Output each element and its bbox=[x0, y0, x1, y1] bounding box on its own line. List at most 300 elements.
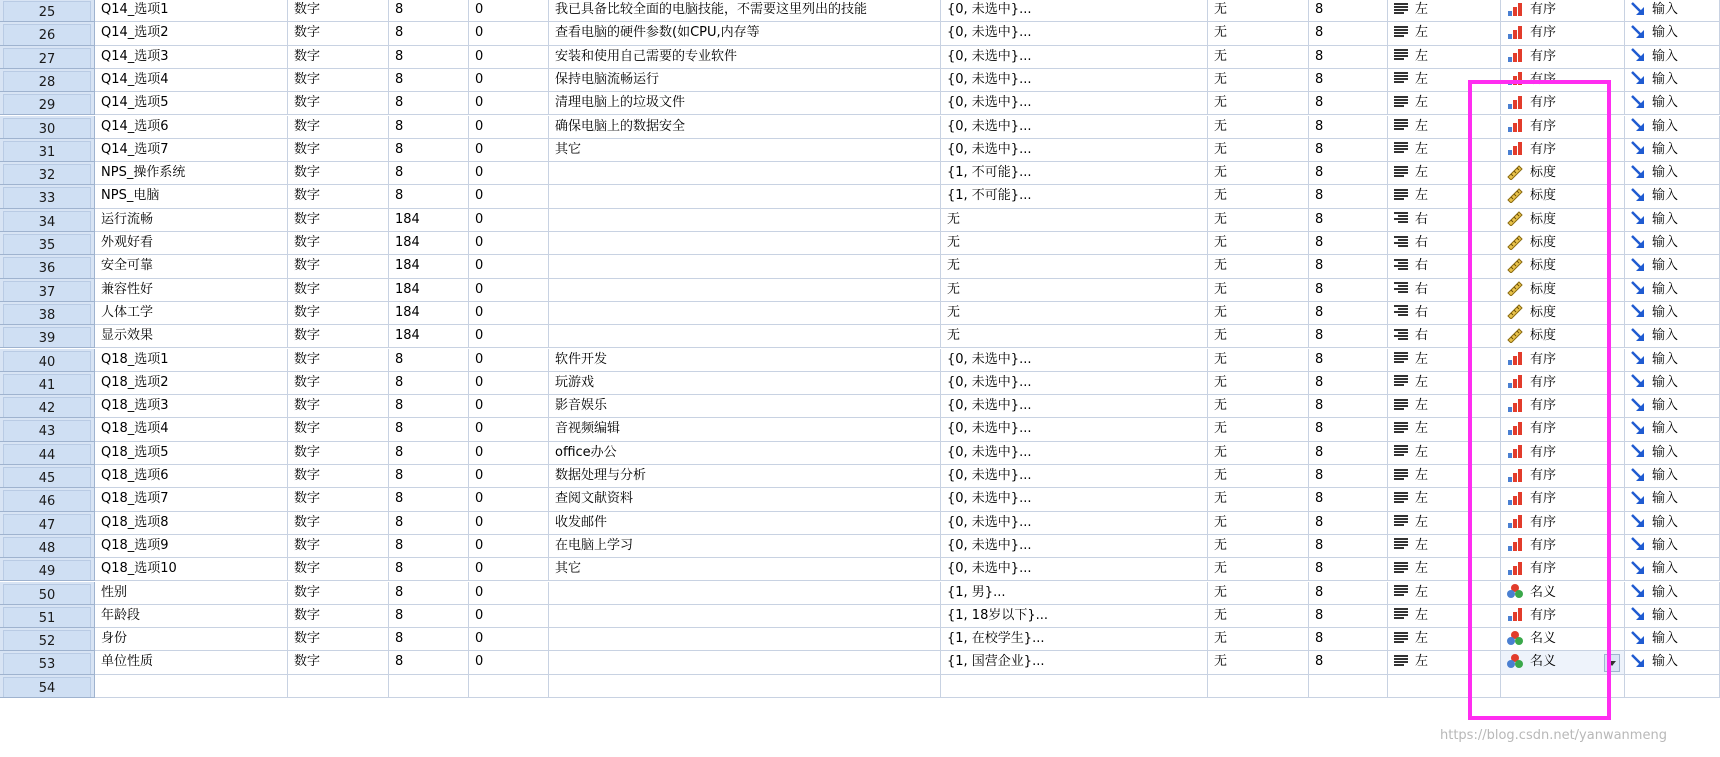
width-cell[interactable] bbox=[389, 325, 469, 348]
role-cell[interactable] bbox=[1625, 605, 1720, 628]
width-cell[interactable] bbox=[389, 46, 469, 69]
align-cell[interactable] bbox=[1388, 372, 1501, 395]
align-cell[interactable] bbox=[1388, 209, 1501, 232]
label-cell[interactable] bbox=[549, 372, 941, 395]
variable-name-cell[interactable] bbox=[95, 628, 288, 651]
variable-name-cell[interactable] bbox=[95, 162, 288, 185]
variable-name-cell[interactable] bbox=[95, 116, 288, 139]
measure-cell[interactable] bbox=[1501, 325, 1625, 348]
measure-cell[interactable] bbox=[1501, 675, 1625, 698]
measure-cell[interactable] bbox=[1501, 628, 1625, 651]
label-cell[interactable] bbox=[549, 22, 941, 45]
decimals-cell[interactable] bbox=[469, 605, 549, 628]
missing-cell[interactable] bbox=[1208, 558, 1309, 581]
decimals-cell[interactable] bbox=[469, 628, 549, 651]
values-cell[interactable] bbox=[941, 162, 1208, 185]
values-cell[interactable] bbox=[941, 209, 1208, 232]
columns-cell[interactable] bbox=[1309, 255, 1388, 278]
columns-cell[interactable] bbox=[1309, 372, 1388, 395]
role-cell[interactable] bbox=[1625, 488, 1720, 511]
row-number-header[interactable] bbox=[0, 675, 95, 698]
label-cell[interactable] bbox=[549, 395, 941, 418]
label-cell[interactable] bbox=[549, 651, 941, 674]
label-cell[interactable] bbox=[549, 488, 941, 511]
measure-cell[interactable] bbox=[1501, 46, 1625, 69]
role-cell[interactable] bbox=[1625, 628, 1720, 651]
role-cell[interactable] bbox=[1625, 558, 1720, 581]
measure-cell[interactable] bbox=[1501, 92, 1625, 115]
measure-cell[interactable] bbox=[1501, 442, 1625, 465]
role-cell[interactable] bbox=[1625, 675, 1720, 698]
columns-cell[interactable] bbox=[1309, 116, 1388, 139]
decimals-cell[interactable] bbox=[469, 22, 549, 45]
row-number-header[interactable] bbox=[0, 418, 95, 441]
decimals-cell[interactable] bbox=[469, 46, 549, 69]
type-cell[interactable] bbox=[288, 92, 389, 115]
width-cell[interactable] bbox=[389, 395, 469, 418]
columns-cell[interactable] bbox=[1309, 535, 1388, 558]
values-cell[interactable] bbox=[941, 279, 1208, 302]
columns-cell[interactable] bbox=[1309, 442, 1388, 465]
align-cell[interactable] bbox=[1388, 255, 1501, 278]
decimals-cell[interactable] bbox=[469, 0, 549, 22]
width-cell[interactable] bbox=[389, 512, 469, 535]
role-cell[interactable] bbox=[1625, 302, 1720, 325]
values-cell[interactable] bbox=[941, 418, 1208, 441]
values-cell[interactable] bbox=[941, 69, 1208, 92]
type-cell[interactable] bbox=[288, 22, 389, 45]
variable-name-cell[interactable] bbox=[95, 558, 288, 581]
values-cell[interactable] bbox=[941, 325, 1208, 348]
label-cell[interactable] bbox=[549, 0, 941, 22]
variable-name-cell[interactable] bbox=[95, 185, 288, 208]
width-cell[interactable] bbox=[389, 232, 469, 255]
decimals-cell[interactable] bbox=[469, 116, 549, 139]
values-cell[interactable] bbox=[941, 488, 1208, 511]
measure-cell[interactable] bbox=[1501, 0, 1625, 22]
variable-name-cell[interactable] bbox=[95, 279, 288, 302]
variable-name-cell[interactable] bbox=[95, 442, 288, 465]
row-number-header[interactable] bbox=[0, 116, 95, 139]
label-cell[interactable] bbox=[549, 512, 941, 535]
values-cell[interactable] bbox=[941, 605, 1208, 628]
columns-cell[interactable] bbox=[1309, 325, 1388, 348]
align-cell[interactable] bbox=[1388, 488, 1501, 511]
variable-name-cell[interactable] bbox=[95, 139, 288, 162]
columns-cell[interactable] bbox=[1309, 628, 1388, 651]
missing-cell[interactable] bbox=[1208, 442, 1309, 465]
missing-cell[interactable] bbox=[1208, 255, 1309, 278]
variable-name-cell[interactable] bbox=[95, 92, 288, 115]
decimals-cell[interactable] bbox=[469, 279, 549, 302]
measure-cell[interactable] bbox=[1501, 279, 1625, 302]
row-number-header[interactable] bbox=[0, 372, 95, 395]
role-cell[interactable] bbox=[1625, 465, 1720, 488]
variable-name-cell[interactable] bbox=[95, 395, 288, 418]
values-cell[interactable] bbox=[941, 372, 1208, 395]
align-cell[interactable] bbox=[1388, 442, 1501, 465]
align-cell[interactable] bbox=[1388, 185, 1501, 208]
role-cell[interactable] bbox=[1625, 325, 1720, 348]
missing-cell[interactable] bbox=[1208, 22, 1309, 45]
values-cell[interactable] bbox=[941, 465, 1208, 488]
align-cell[interactable] bbox=[1388, 675, 1501, 698]
measure-cell[interactable] bbox=[1501, 116, 1625, 139]
type-cell[interactable] bbox=[288, 69, 389, 92]
label-cell[interactable] bbox=[549, 628, 941, 651]
align-cell[interactable] bbox=[1388, 92, 1501, 115]
width-cell[interactable] bbox=[389, 651, 469, 674]
type-cell[interactable] bbox=[288, 209, 389, 232]
variable-name-cell[interactable] bbox=[95, 46, 288, 69]
columns-cell[interactable] bbox=[1309, 395, 1388, 418]
decimals-cell[interactable] bbox=[469, 558, 549, 581]
width-cell[interactable] bbox=[389, 628, 469, 651]
variable-name-cell[interactable] bbox=[95, 209, 288, 232]
columns-cell[interactable] bbox=[1309, 46, 1388, 69]
type-cell[interactable] bbox=[288, 558, 389, 581]
width-cell[interactable] bbox=[389, 302, 469, 325]
label-cell[interactable] bbox=[549, 675, 941, 698]
align-cell[interactable] bbox=[1388, 0, 1501, 22]
variable-name-cell[interactable] bbox=[95, 302, 288, 325]
label-cell[interactable] bbox=[549, 279, 941, 302]
missing-cell[interactable] bbox=[1208, 139, 1309, 162]
type-cell[interactable] bbox=[288, 0, 389, 22]
missing-cell[interactable] bbox=[1208, 372, 1309, 395]
type-cell[interactable] bbox=[288, 255, 389, 278]
row-number-header[interactable] bbox=[0, 349, 95, 372]
missing-cell[interactable] bbox=[1208, 465, 1309, 488]
align-cell[interactable] bbox=[1388, 139, 1501, 162]
columns-cell[interactable] bbox=[1309, 582, 1388, 605]
measure-cell[interactable] bbox=[1501, 395, 1625, 418]
type-cell[interactable] bbox=[288, 279, 389, 302]
width-cell[interactable] bbox=[389, 209, 469, 232]
variable-name-cell[interactable] bbox=[95, 69, 288, 92]
role-cell[interactable] bbox=[1625, 582, 1720, 605]
width-cell[interactable] bbox=[389, 69, 469, 92]
role-cell[interactable] bbox=[1625, 162, 1720, 185]
row-number-header[interactable] bbox=[0, 92, 95, 115]
align-cell[interactable] bbox=[1388, 349, 1501, 372]
variable-name-cell[interactable] bbox=[95, 605, 288, 628]
role-cell[interactable] bbox=[1625, 209, 1720, 232]
variable-name-cell[interactable] bbox=[95, 255, 288, 278]
measure-cell[interactable] bbox=[1501, 418, 1625, 441]
width-cell[interactable] bbox=[389, 488, 469, 511]
decimals-cell[interactable] bbox=[469, 512, 549, 535]
type-cell[interactable] bbox=[288, 325, 389, 348]
width-cell[interactable] bbox=[389, 92, 469, 115]
row-number-header[interactable] bbox=[0, 139, 95, 162]
values-cell[interactable] bbox=[941, 628, 1208, 651]
type-cell[interactable] bbox=[288, 139, 389, 162]
type-cell[interactable] bbox=[288, 488, 389, 511]
decimals-cell[interactable] bbox=[469, 418, 549, 441]
variable-name-cell[interactable] bbox=[95, 512, 288, 535]
measure-cell[interactable] bbox=[1501, 139, 1625, 162]
missing-cell[interactable] bbox=[1208, 69, 1309, 92]
label-cell[interactable] bbox=[549, 185, 941, 208]
width-cell[interactable] bbox=[389, 255, 469, 278]
type-cell[interactable] bbox=[288, 582, 389, 605]
label-cell[interactable] bbox=[549, 349, 941, 372]
variable-name-cell[interactable] bbox=[95, 651, 288, 674]
align-cell[interactable] bbox=[1388, 302, 1501, 325]
missing-cell[interactable] bbox=[1208, 116, 1309, 139]
label-cell[interactable] bbox=[549, 418, 941, 441]
measure-cell[interactable] bbox=[1501, 512, 1625, 535]
label-cell[interactable] bbox=[549, 116, 941, 139]
role-cell[interactable] bbox=[1625, 395, 1720, 418]
decimals-cell[interactable] bbox=[469, 675, 549, 698]
label-cell[interactable] bbox=[549, 442, 941, 465]
role-cell[interactable] bbox=[1625, 651, 1720, 674]
decimals-cell[interactable] bbox=[469, 232, 549, 255]
missing-cell[interactable] bbox=[1208, 488, 1309, 511]
missing-cell[interactable] bbox=[1208, 185, 1309, 208]
columns-cell[interactable] bbox=[1309, 162, 1388, 185]
columns-cell[interactable] bbox=[1309, 92, 1388, 115]
width-cell[interactable] bbox=[389, 0, 469, 22]
row-number-header[interactable] bbox=[0, 185, 95, 208]
type-cell[interactable] bbox=[288, 162, 389, 185]
variable-name-cell[interactable] bbox=[95, 372, 288, 395]
width-cell[interactable] bbox=[389, 162, 469, 185]
missing-cell[interactable] bbox=[1208, 605, 1309, 628]
measure-cell[interactable] bbox=[1501, 69, 1625, 92]
role-cell[interactable] bbox=[1625, 185, 1720, 208]
values-cell[interactable] bbox=[941, 302, 1208, 325]
columns-cell[interactable] bbox=[1309, 22, 1388, 45]
measure-cell[interactable] bbox=[1501, 255, 1625, 278]
columns-cell[interactable] bbox=[1309, 185, 1388, 208]
role-cell[interactable] bbox=[1625, 535, 1720, 558]
values-cell[interactable] bbox=[941, 0, 1208, 22]
row-number-header[interactable] bbox=[0, 22, 95, 45]
row-number-header[interactable] bbox=[0, 512, 95, 535]
row-number-header[interactable] bbox=[0, 395, 95, 418]
label-cell[interactable] bbox=[549, 302, 941, 325]
width-cell[interactable] bbox=[389, 279, 469, 302]
row-number-header[interactable] bbox=[0, 46, 95, 69]
width-cell[interactable] bbox=[389, 535, 469, 558]
measure-cell[interactable] bbox=[1501, 582, 1625, 605]
type-cell[interactable] bbox=[288, 372, 389, 395]
values-cell[interactable] bbox=[941, 512, 1208, 535]
columns-cell[interactable] bbox=[1309, 465, 1388, 488]
decimals-cell[interactable] bbox=[469, 255, 549, 278]
measure-cell[interactable] bbox=[1501, 488, 1625, 511]
measure-cell[interactable] bbox=[1501, 209, 1625, 232]
missing-cell[interactable] bbox=[1208, 418, 1309, 441]
align-cell[interactable] bbox=[1388, 628, 1501, 651]
columns-cell[interactable] bbox=[1309, 605, 1388, 628]
role-cell[interactable] bbox=[1625, 92, 1720, 115]
decimals-cell[interactable] bbox=[469, 162, 549, 185]
row-number-header[interactable] bbox=[0, 535, 95, 558]
type-cell[interactable] bbox=[288, 232, 389, 255]
missing-cell[interactable] bbox=[1208, 535, 1309, 558]
align-cell[interactable] bbox=[1388, 22, 1501, 45]
align-cell[interactable] bbox=[1388, 46, 1501, 69]
row-number-header[interactable] bbox=[0, 605, 95, 628]
missing-cell[interactable] bbox=[1208, 325, 1309, 348]
align-cell[interactable] bbox=[1388, 465, 1501, 488]
role-cell[interactable] bbox=[1625, 512, 1720, 535]
role-cell[interactable] bbox=[1625, 232, 1720, 255]
width-cell[interactable] bbox=[389, 465, 469, 488]
width-cell[interactable] bbox=[389, 185, 469, 208]
role-cell[interactable] bbox=[1625, 418, 1720, 441]
variable-name-cell[interactable] bbox=[95, 418, 288, 441]
values-cell[interactable] bbox=[941, 139, 1208, 162]
width-cell[interactable] bbox=[389, 605, 469, 628]
decimals-cell[interactable] bbox=[469, 488, 549, 511]
row-number-header[interactable] bbox=[0, 209, 95, 232]
align-cell[interactable] bbox=[1388, 418, 1501, 441]
columns-cell[interactable] bbox=[1309, 675, 1388, 698]
decimals-cell[interactable] bbox=[469, 651, 549, 674]
label-cell[interactable] bbox=[549, 92, 941, 115]
align-cell[interactable] bbox=[1388, 558, 1501, 581]
align-cell[interactable] bbox=[1388, 69, 1501, 92]
values-cell[interactable] bbox=[941, 255, 1208, 278]
type-cell[interactable] bbox=[288, 302, 389, 325]
columns-cell[interactable] bbox=[1309, 69, 1388, 92]
width-cell[interactable] bbox=[389, 418, 469, 441]
align-cell[interactable] bbox=[1388, 582, 1501, 605]
columns-cell[interactable] bbox=[1309, 302, 1388, 325]
decimals-cell[interactable] bbox=[469, 582, 549, 605]
row-number-header[interactable] bbox=[0, 465, 95, 488]
align-cell[interactable] bbox=[1388, 605, 1501, 628]
row-number-header[interactable] bbox=[0, 582, 95, 605]
role-cell[interactable] bbox=[1625, 139, 1720, 162]
align-cell[interactable] bbox=[1388, 232, 1501, 255]
missing-cell[interactable] bbox=[1208, 92, 1309, 115]
missing-cell[interactable] bbox=[1208, 46, 1309, 69]
decimals-cell[interactable] bbox=[469, 92, 549, 115]
decimals-cell[interactable] bbox=[469, 139, 549, 162]
role-cell[interactable] bbox=[1625, 0, 1720, 22]
values-cell[interactable] bbox=[941, 535, 1208, 558]
measure-cell[interactable] bbox=[1501, 22, 1625, 45]
role-cell[interactable] bbox=[1625, 349, 1720, 372]
measure-cell[interactable] bbox=[1501, 651, 1625, 674]
values-cell[interactable] bbox=[941, 22, 1208, 45]
align-cell[interactable] bbox=[1388, 325, 1501, 348]
decimals-cell[interactable] bbox=[469, 349, 549, 372]
type-cell[interactable] bbox=[288, 185, 389, 208]
columns-cell[interactable] bbox=[1309, 209, 1388, 232]
align-cell[interactable] bbox=[1388, 395, 1501, 418]
columns-cell[interactable] bbox=[1309, 279, 1388, 302]
missing-cell[interactable] bbox=[1208, 209, 1309, 232]
columns-cell[interactable] bbox=[1309, 651, 1388, 674]
missing-cell[interactable] bbox=[1208, 302, 1309, 325]
measure-cell[interactable] bbox=[1501, 465, 1625, 488]
missing-cell[interactable] bbox=[1208, 628, 1309, 651]
variable-name-cell[interactable] bbox=[95, 465, 288, 488]
type-cell[interactable] bbox=[288, 628, 389, 651]
variable-name-cell[interactable] bbox=[95, 0, 288, 22]
decimals-cell[interactable] bbox=[469, 372, 549, 395]
decimals-cell[interactable] bbox=[469, 302, 549, 325]
measure-cell[interactable] bbox=[1501, 605, 1625, 628]
label-cell[interactable] bbox=[549, 69, 941, 92]
label-cell[interactable] bbox=[549, 209, 941, 232]
width-cell[interactable] bbox=[389, 349, 469, 372]
columns-cell[interactable] bbox=[1309, 418, 1388, 441]
measure-cell[interactable] bbox=[1501, 349, 1625, 372]
variable-name-cell[interactable] bbox=[95, 22, 288, 45]
label-cell[interactable] bbox=[549, 46, 941, 69]
decimals-cell[interactable] bbox=[469, 69, 549, 92]
row-number-header[interactable] bbox=[0, 69, 95, 92]
values-cell[interactable] bbox=[941, 558, 1208, 581]
missing-cell[interactable] bbox=[1208, 279, 1309, 302]
align-cell[interactable] bbox=[1388, 651, 1501, 674]
role-cell[interactable] bbox=[1625, 116, 1720, 139]
values-cell[interactable] bbox=[941, 675, 1208, 698]
row-number-header[interactable] bbox=[0, 232, 95, 255]
label-cell[interactable] bbox=[549, 582, 941, 605]
measure-cell[interactable] bbox=[1501, 232, 1625, 255]
measure-cell[interactable] bbox=[1501, 535, 1625, 558]
columns-cell[interactable] bbox=[1309, 139, 1388, 162]
type-cell[interactable] bbox=[288, 418, 389, 441]
variable-name-cell[interactable] bbox=[95, 582, 288, 605]
label-cell[interactable] bbox=[549, 325, 941, 348]
type-cell[interactable] bbox=[288, 651, 389, 674]
variable-name-cell[interactable] bbox=[95, 325, 288, 348]
type-cell[interactable] bbox=[288, 116, 389, 139]
role-cell[interactable] bbox=[1625, 279, 1720, 302]
role-cell[interactable] bbox=[1625, 255, 1720, 278]
values-cell[interactable] bbox=[941, 582, 1208, 605]
type-cell[interactable] bbox=[288, 605, 389, 628]
decimals-cell[interactable] bbox=[469, 442, 549, 465]
role-cell[interactable] bbox=[1625, 22, 1720, 45]
measure-dropdown-button[interactable] bbox=[1604, 654, 1620, 672]
row-number-header[interactable] bbox=[0, 442, 95, 465]
label-cell[interactable] bbox=[549, 232, 941, 255]
label-cell[interactable] bbox=[549, 605, 941, 628]
align-cell[interactable] bbox=[1388, 116, 1501, 139]
width-cell[interactable] bbox=[389, 558, 469, 581]
type-cell[interactable] bbox=[288, 395, 389, 418]
type-cell[interactable] bbox=[288, 46, 389, 69]
row-number-header[interactable] bbox=[0, 325, 95, 348]
measure-cell[interactable] bbox=[1501, 162, 1625, 185]
row-number-header[interactable] bbox=[0, 279, 95, 302]
label-cell[interactable] bbox=[549, 255, 941, 278]
row-number-header[interactable] bbox=[0, 628, 95, 651]
width-cell[interactable] bbox=[389, 675, 469, 698]
width-cell[interactable] bbox=[389, 372, 469, 395]
missing-cell[interactable] bbox=[1208, 349, 1309, 372]
values-cell[interactable] bbox=[941, 116, 1208, 139]
missing-cell[interactable] bbox=[1208, 0, 1309, 22]
width-cell[interactable] bbox=[389, 22, 469, 45]
measure-cell[interactable] bbox=[1501, 558, 1625, 581]
decimals-cell[interactable] bbox=[469, 395, 549, 418]
missing-cell[interactable] bbox=[1208, 582, 1309, 605]
variable-name-cell[interactable] bbox=[95, 349, 288, 372]
columns-cell[interactable] bbox=[1309, 0, 1388, 22]
